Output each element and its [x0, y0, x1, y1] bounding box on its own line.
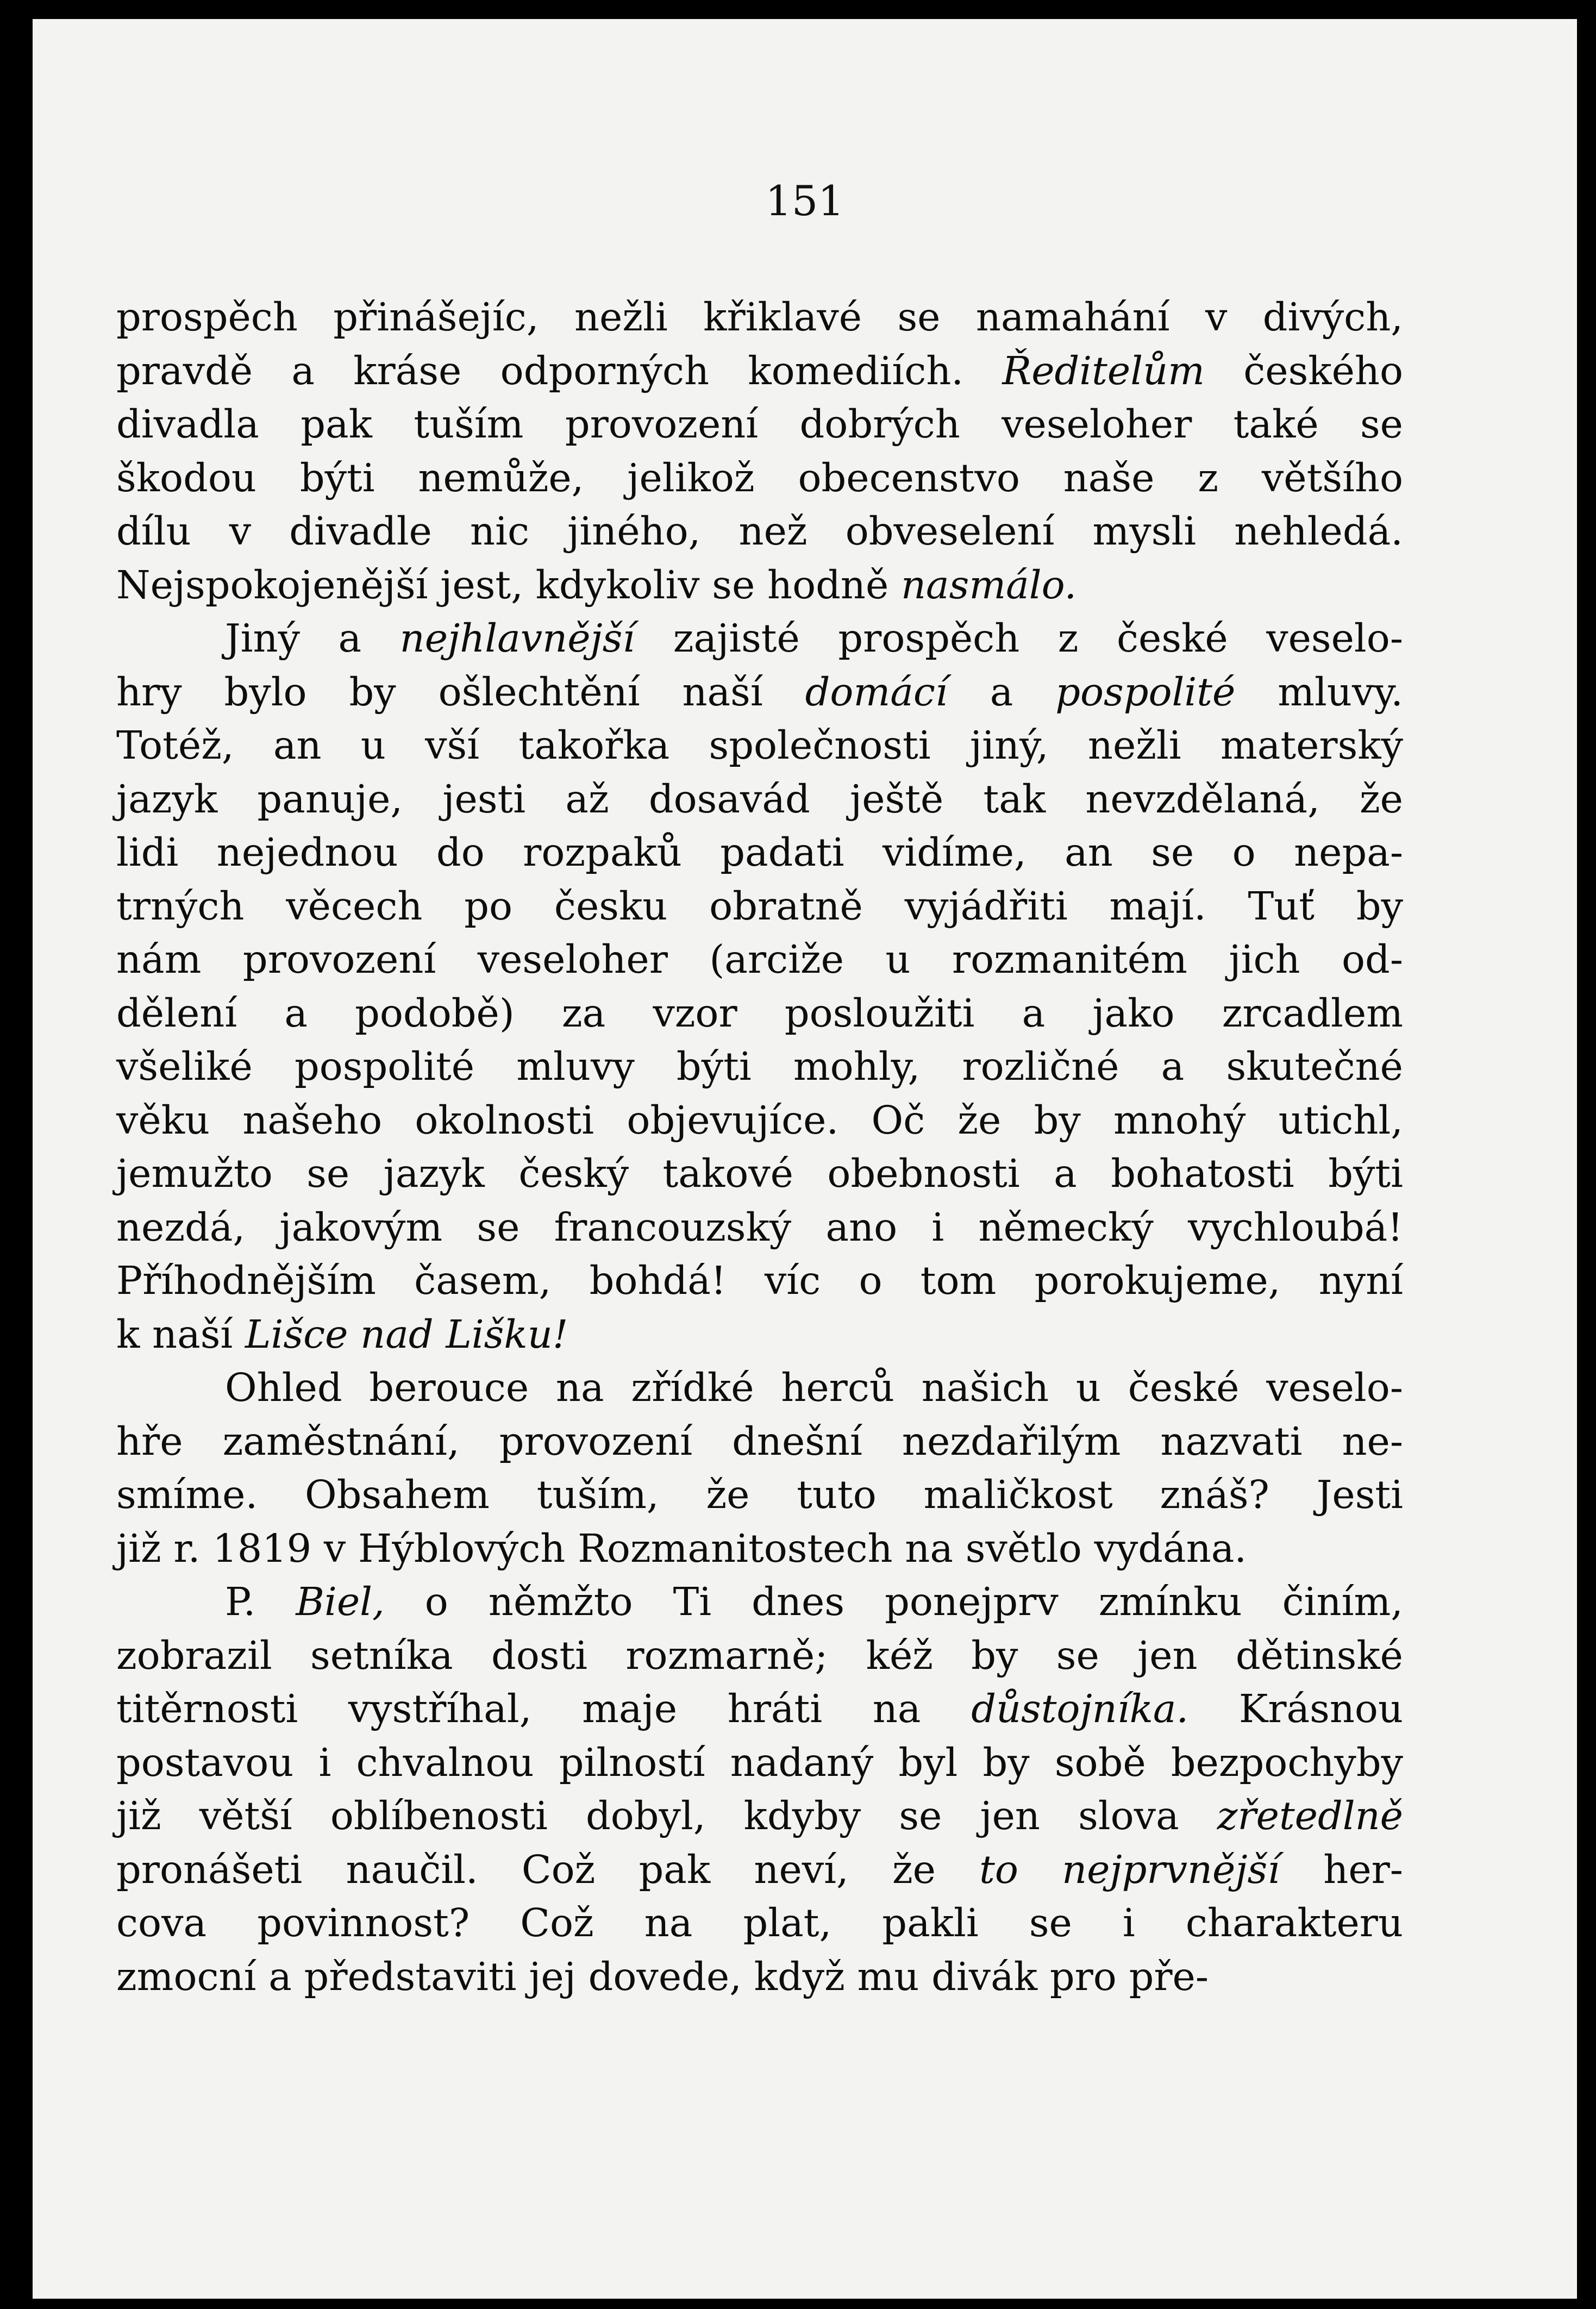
paragraph [116, 1575, 1403, 2004]
text-line [116, 452, 1403, 505]
text-segment: Totéž, an u vší takořka společnosti jiný, nežli materský [116, 723, 1403, 768]
body-text [116, 291, 1403, 2004]
italic-text: domácí [805, 669, 948, 715]
italic-text: to nejprvnější [979, 1847, 1280, 1892]
text-line [116, 1897, 1403, 1950]
text-segment: cova povinnost? Což na plat, pakli se i charakteru [116, 1900, 1403, 1945]
text-line [116, 1522, 1403, 1576]
text-segment: titěrnosti vystříhal, maje hráti na [116, 1686, 972, 1731]
text-segment: smíme. Obsahem tuším, že tuto maličkost znáš? Jesti [116, 1472, 1403, 1517]
text-segment: Příhodnějším časem, bohdá! víc o tom porokujeme, nyní [116, 1258, 1403, 1303]
text-segment: pronášeti naučil. Což pak neví, že [116, 1847, 980, 1892]
text-segment: Ohled berouce na zřídké herců našich u české veselo- [225, 1365, 1403, 1410]
text-line [116, 1040, 1403, 1094]
text-segment: škodou býti nemůže, jelikož obecenstvo naše z většího [116, 455, 1403, 500]
text-segment: nám provození veseloher (arciže u rozmanitém jich od- [116, 937, 1403, 982]
text-segment: nezdá, jakovým se francouzský ano i německý vychloubá! [116, 1204, 1403, 1250]
italic-text: Ředitelům [1002, 348, 1205, 393]
text-line [116, 1308, 1403, 1362]
text-line [116, 1843, 1403, 1897]
text-line [116, 1254, 1403, 1308]
text-segment: Nejspokojenější jest, kdykoliv se hodně [116, 562, 901, 608]
text-segment: postavou i chvalnou pilností nadaný byl by sobě bezpochyby [116, 1739, 1403, 1785]
text-segment: a [947, 669, 1056, 715]
text-line [116, 826, 1403, 880]
text-segment: divadla pak tuším provození dobrých veseloher také se [116, 402, 1403, 447]
italic-text: pospolité [1055, 669, 1236, 715]
text-line [116, 1575, 1403, 1629]
text-line [116, 612, 1403, 666]
italic-text: nasmálo. [901, 562, 1077, 608]
text-segment: dílu v divadle nic jiného, než obveselení mysli nehledá. [116, 509, 1403, 554]
text-line [116, 880, 1403, 934]
text-segment: zobrazil setníka dosti rozmarně; kéž by se jen dětinské [116, 1632, 1403, 1678]
text-line [116, 291, 1403, 345]
text-line [116, 1950, 1403, 2004]
text-segment: zajisté prospěch z české veselo- [635, 616, 1403, 661]
text-line [116, 1094, 1403, 1148]
italic-text: nejhlavnější [399, 616, 635, 661]
text-line [116, 1361, 1403, 1415]
text-segment: mluvy. [1235, 669, 1403, 715]
text-segment: lidi nejednou do rozpaků padati vidíme, an se o nepa- [116, 830, 1403, 875]
text-line [116, 1415, 1403, 1469]
text-segment: pravdě a kráse odporných komediích. [116, 348, 1003, 393]
paragraph [116, 291, 1403, 612]
text-line [116, 559, 1403, 612]
text-segment: hry bylo by ošlechtění naší [116, 669, 805, 715]
text-line [116, 1147, 1403, 1201]
book-page [33, 19, 1577, 2299]
text-segment: trných věcech po česku obratně vyjádřiti mají. Tuť by [116, 883, 1403, 929]
text-segment: dělení a podobě) za vzor posloužiti a jako zrcadlem [116, 990, 1403, 1036]
text-line [116, 987, 1403, 1041]
text-segment: jemužto se jazyk český takové obebnosti a bohatosti býti [116, 1151, 1403, 1196]
text-line [116, 933, 1403, 987]
text-segment: P. [225, 1579, 296, 1624]
text-segment: již větší oblíbenosti dobyl, kdyby se jen slova [116, 1793, 1217, 1838]
text-line [116, 1736, 1403, 1790]
text-segment: her- [1280, 1847, 1403, 1892]
text-line [116, 666, 1403, 719]
text-segment: k naší [116, 1311, 246, 1357]
text-segment: prospěch přinášejíc, nežli křiklavé se namahání v divých, [116, 295, 1403, 340]
text-line [116, 1201, 1403, 1255]
text-line [116, 1789, 1403, 1843]
text-segment: Jiný a [225, 616, 400, 661]
text-segment: českého [1204, 348, 1404, 393]
italic-text: Lišce nad Lišku! [245, 1311, 568, 1357]
text-segment: Krásnou [1188, 1686, 1403, 1731]
paragraph [116, 612, 1403, 1361]
text-segment: jazyk panuje, jesti až dosavád ještě tak nevzdělaná, že [116, 776, 1403, 822]
text-line [116, 719, 1403, 773]
text-line [116, 345, 1403, 398]
text-segment: již r. 1819 v Hýblových Rozmanitostech na světlo vydána. [116, 1525, 1247, 1571]
italic-text: Biel, [296, 1579, 385, 1624]
text-segment: věku našeho okolnosti objevujíce. Oč že by mnohý utichl, [116, 1097, 1403, 1143]
text-line [116, 1682, 1403, 1736]
text-line [116, 398, 1403, 452]
italic-text: zřetedlně [1217, 1793, 1403, 1838]
paragraph [116, 1361, 1403, 1575]
text-segment: zmocní a představiti jej dovede, když mu divák pro pře- [116, 1954, 1209, 1999]
text-line [116, 1468, 1403, 1522]
text-line [116, 1629, 1403, 1683]
italic-text: důstojníka. [971, 1686, 1189, 1731]
text-segment: o němžto Ti dnes ponejprv zmínku činím, [384, 1579, 1403, 1624]
text-segment: všeliké pospolité mluvy býti mohly, rozličné a skutečné [116, 1044, 1403, 1089]
text-line [116, 505, 1403, 559]
text-line [116, 773, 1403, 827]
page-number: 151 [765, 177, 844, 225]
text-segment: hře zaměstnání, provození dnešní nezdařilým nazvati ne- [116, 1418, 1403, 1464]
